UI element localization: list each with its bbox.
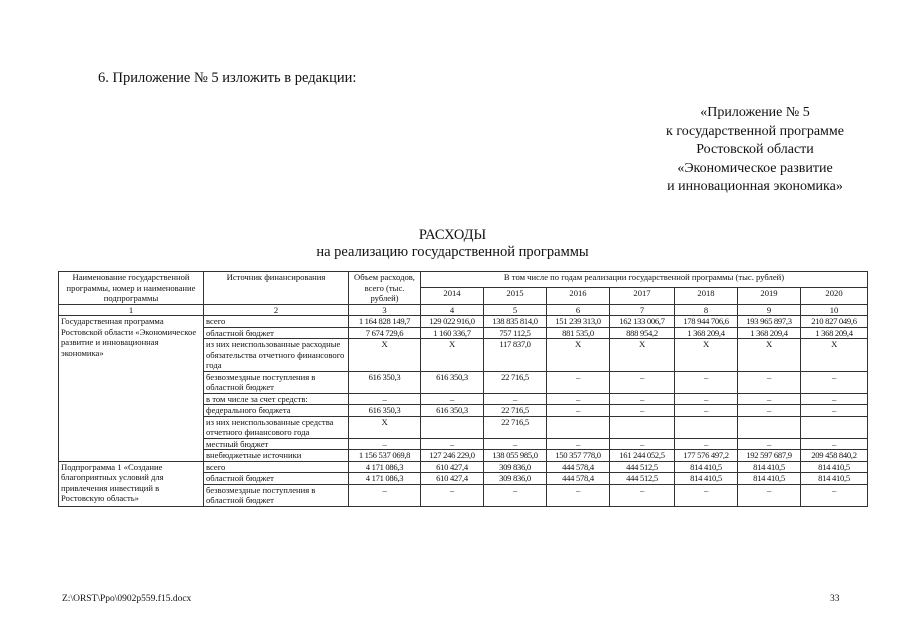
header-row: [59, 272, 868, 288]
amount-cell: 210 827 049,6: [801, 316, 868, 328]
amount-cell: [547, 416, 610, 438]
amount-cell: 616 350,3: [421, 371, 484, 393]
amount-cell: –: [801, 438, 868, 450]
funding-source-cell: областной бюджет: [204, 327, 349, 339]
amount-cell: –: [801, 393, 868, 405]
amount-cell: –: [675, 484, 738, 506]
amount-cell: 309 836,0: [484, 473, 547, 485]
funding-source-cell: из них неиспользованные расходные обязательства отчетного финансового года: [204, 339, 349, 372]
amount-cell: –: [738, 484, 801, 506]
column-number-row: [59, 304, 868, 316]
appendix-line: Ростовской области: [696, 142, 814, 157]
column-number: 5: [484, 304, 547, 316]
amount-cell: X: [349, 416, 421, 438]
funding-source-cell: внебюджетные источники: [204, 450, 349, 462]
amount-cell: –: [801, 405, 868, 417]
amount-cell: –: [675, 405, 738, 417]
amount-cell: [738, 416, 801, 438]
amount-cell: –: [610, 484, 675, 506]
expenses-table: [58, 271, 868, 507]
amount-cell: 22 716,5: [484, 416, 547, 438]
amount-cell: X: [547, 339, 610, 372]
header-volume: Объем расходов, всего (тыс. рублей): [349, 272, 421, 305]
amount-cell: 1 156 537 069,8: [349, 450, 421, 462]
amount-cell: –: [675, 371, 738, 393]
amount-cell: 616 350,3: [349, 405, 421, 417]
amount-cell: 814 410,5: [801, 461, 868, 473]
footer-page-number: 33: [830, 594, 840, 604]
amount-cell: 22 716,5: [484, 405, 547, 417]
amendment-intro: 6. Приложение № 5 изложить в редакции:: [98, 70, 357, 86]
amount-cell: 177 576 497,2: [675, 450, 738, 462]
funding-source-cell: в том числе за счет средств:: [204, 393, 349, 405]
header-year: 2020: [801, 288, 868, 304]
amount-cell: X: [349, 339, 421, 372]
amount-cell: 444 512,5: [610, 461, 675, 473]
amount-cell: 610 427,4: [421, 473, 484, 485]
amount-cell: 138 055 985,0: [484, 450, 547, 462]
amount-cell: –: [610, 393, 675, 405]
amount-cell: 616 350,3: [421, 405, 484, 417]
header-source: Источник финансирования: [204, 272, 349, 305]
amount-cell: –: [349, 393, 421, 405]
amount-cell: –: [547, 438, 610, 450]
amount-cell: X: [610, 339, 675, 372]
amount-cell: X: [675, 339, 738, 372]
amount-cell: –: [610, 405, 675, 417]
funding-source-cell: безвозмездные поступления в областной бюджет: [204, 484, 349, 506]
funding-source-cell: местный бюджет: [204, 438, 349, 450]
amount-cell: 814 410,5: [738, 461, 801, 473]
amount-cell: –: [421, 484, 484, 506]
amount-cell: –: [421, 393, 484, 405]
header-year: 2014: [421, 288, 484, 304]
amount-cell: 444 578,4: [547, 473, 610, 485]
amount-cell: 1 368 209,4: [801, 327, 868, 339]
amount-cell: –: [738, 438, 801, 450]
amount-cell: 757 112,5: [484, 327, 547, 339]
column-number: 2: [204, 304, 349, 316]
amount-cell: 151 239 313,0: [547, 316, 610, 328]
column-number: 10: [801, 304, 868, 316]
column-number: 4: [421, 304, 484, 316]
funding-source-cell: всего: [204, 461, 349, 473]
column-number: 6: [547, 304, 610, 316]
amount-cell: –: [738, 393, 801, 405]
amount-cell: –: [547, 484, 610, 506]
amount-cell: [421, 416, 484, 438]
amount-cell: 881 535,0: [547, 327, 610, 339]
amount-cell: –: [484, 393, 547, 405]
amount-cell: 7 674 729,6: [349, 327, 421, 339]
appendix-line: «Экономическое развитие: [677, 160, 833, 176]
amount-cell: 178 944 706,6: [675, 316, 738, 328]
amount-cell: 22 716,5: [484, 371, 547, 393]
column-number: 7: [610, 304, 675, 316]
amount-cell: 192 597 687,9: [738, 450, 801, 462]
amount-cell: 127 246 229,0: [421, 450, 484, 462]
header-year: 2018: [675, 288, 738, 304]
amount-cell: –: [801, 371, 868, 393]
amount-cell: 814 410,5: [738, 473, 801, 485]
program-name-cell: Подпрограмма 1 «Создание благоприятных условий для привлечения инвестиций в Ростовскую область»: [59, 461, 204, 506]
header-name: Наименование государственной программы, номер и наименование подпрограммы: [59, 272, 204, 305]
funding-source-cell: областной бюджет: [204, 473, 349, 485]
column-number: 9: [738, 304, 801, 316]
header-year: 2017: [610, 288, 675, 304]
program-name-cell: Государственная программа Ростовской области «Экономическое развитие и инновационная экономика»: [59, 316, 204, 462]
amount-cell: –: [547, 371, 610, 393]
amount-cell: 1 160 336,7: [421, 327, 484, 339]
amount-cell: –: [547, 393, 610, 405]
amount-cell: 616 350,3: [349, 371, 421, 393]
funding-source-cell: федерального бюджета: [204, 405, 349, 417]
funding-source-cell: из них неиспользованные средства отчетного финансового года: [204, 416, 349, 438]
header-by-years: В том числе по годам реализации государственной программы (тыс. рублей): [421, 272, 868, 288]
amount-cell: –: [547, 405, 610, 417]
amount-cell: –: [738, 405, 801, 417]
column-number: 8: [675, 304, 738, 316]
amount-cell: 162 133 006,7: [610, 316, 675, 328]
amount-cell: 309 836,0: [484, 461, 547, 473]
amount-cell: 129 022 916,0: [421, 316, 484, 328]
amount-cell: 4 171 086,3: [349, 461, 421, 473]
amount-cell: [610, 416, 675, 438]
amount-cell: X: [421, 339, 484, 372]
amount-cell: 814 410,5: [675, 461, 738, 473]
amount-cell: 4 171 086,3: [349, 473, 421, 485]
amount-cell: 209 458 840,2: [801, 450, 868, 462]
amount-cell: –: [421, 438, 484, 450]
appendix-line: к государственной программе: [666, 123, 844, 139]
table-row: [59, 461, 868, 473]
funding-source-cell: всего: [204, 316, 349, 328]
footer-file-path: Z:\ORST\Ppo\0902p559.f15.docx: [62, 594, 192, 604]
amount-cell: 1 164 828 149,7: [349, 316, 421, 328]
amount-cell: –: [738, 371, 801, 393]
amount-cell: –: [675, 393, 738, 405]
header-year: 2019: [738, 288, 801, 304]
amount-cell: 161 244 052,5: [610, 450, 675, 462]
amount-cell: –: [484, 438, 547, 450]
amount-cell: 610 427,4: [421, 461, 484, 473]
amount-cell: 150 357 778,0: [547, 450, 610, 462]
amount-cell: –: [484, 484, 547, 506]
amount-cell: X: [801, 339, 868, 372]
amount-cell: 193 965 897,3: [738, 316, 801, 328]
appendix-heading: [600, 104, 905, 197]
column-number: 1: [59, 304, 204, 316]
amount-cell: [801, 416, 868, 438]
amount-cell: 1 368 209,4: [738, 327, 801, 339]
amount-cell: 138 835 814,0: [484, 316, 547, 328]
appendix-line: «Приложение № 5: [700, 105, 810, 120]
amount-cell: 444 512,5: [610, 473, 675, 485]
column-number: 3: [349, 304, 421, 316]
funding-source-cell: безвозмездные поступления в областной бюджет: [204, 371, 349, 393]
amount-cell: 444 578,4: [547, 461, 610, 473]
amount-cell: [675, 416, 738, 438]
amount-cell: –: [610, 438, 675, 450]
table-row: [59, 316, 868, 328]
amount-cell: –: [349, 484, 421, 506]
amount-cell: –: [349, 438, 421, 450]
amount-cell: 814 410,5: [801, 473, 868, 485]
amount-cell: 1 368 209,4: [675, 327, 738, 339]
appendix-line: и инновационная экономика»: [667, 179, 843, 194]
header-year: 2016: [547, 288, 610, 304]
amount-cell: 814 410,5: [675, 473, 738, 485]
header-year: 2015: [484, 288, 547, 304]
amount-cell: 888 954,2: [610, 327, 675, 339]
amount-cell: X: [738, 339, 801, 372]
amount-cell: –: [801, 484, 868, 506]
amount-cell: –: [610, 371, 675, 393]
table-title: РАСХОДЫ: [418, 227, 487, 243]
table-subtitle: на реализацию государственной программы: [316, 244, 589, 260]
amount-cell: –: [675, 438, 738, 450]
amount-cell: 117 837,0: [484, 339, 547, 372]
